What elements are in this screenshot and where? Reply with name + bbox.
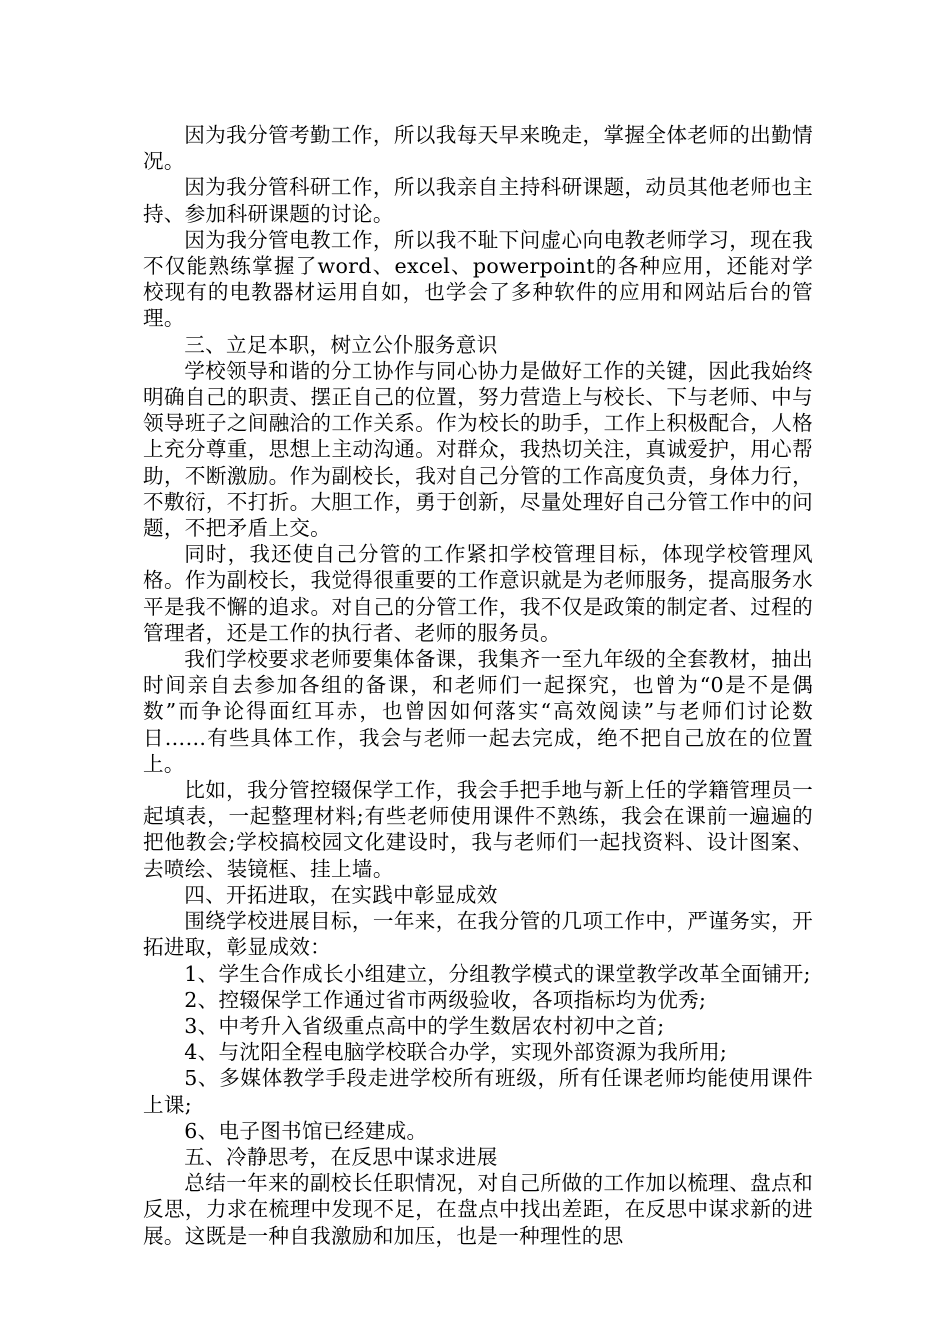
- list-item-4: 4、与沈阳全程电脑学校联合办学，实现外部资源为我所用;: [184, 1040, 728, 1065]
- list-item-2: 2、控辍保学工作通过省市两级验收，各项指标均为优秀;: [184, 987, 707, 1012]
- section-heading-5: 五、冷静思考，在反思中谋求进展: [184, 1144, 498, 1169]
- paragraph-reflection: 总结一年来的副校长任职情况，对自己所做的工作加以梳理、盘点和反思，力求在梳理中发现不足，在盘点中找出差距，在反思中谋求新的进展。这既是一种自我激励和加压，也是一种理性的思: [143, 1171, 813, 1248]
- paragraph-attendance: 因为我分管考勤工作，所以我每天早来晚走，掌握全体老师的出勤情况。: [143, 123, 813, 174]
- list-item-5: 5、多媒体教学手段走进学校所有班级，所有任课老师均能使用课件上课;: [143, 1066, 813, 1117]
- paragraph-lesson-prep: 我们学校要求老师要集体备课，我集齐一至九年级的全套教材，抽出时间亲自去参加各组的备课，和老师们一起探究，也曾为“0是不是偶数”而争论得面红耳赤，也曾因如何落实“高效阅读”与老师们讨论数日……有些具体工作，我会与老师一起去完成，绝不把自己放在的位置上。: [143, 647, 813, 776]
- document-body: [143, 122, 813, 1249]
- section-heading-4: 四、开拓进取，在实践中彰显成效: [184, 882, 498, 907]
- paragraph-results-intro: 围绕学校进展目标，一年来，在我分管的几项工作中，严谨务实，开拓进取，彰显成效：: [143, 909, 813, 960]
- list-item-6: 6、电子图书馆已经建成。: [184, 1118, 428, 1143]
- section-heading-3: 三、立足本职，树立公仆服务意识: [184, 332, 498, 357]
- list-item-1: 1、学生合作成长小组建立，分组教学模式的课堂教学改革全面铺开;: [184, 961, 811, 986]
- paragraph-research: 因为我分管科研工作，所以我亲自主持科研课题，动员其他老师也主持、参加科研课题的讨论。: [143, 175, 813, 226]
- paragraph-leadership: 学校领导和谐的分工协作与同心协力是做好工作的关键，因此我始终明确自己的职责、摆正自己的位置，努力营造上与校长、下与老师、中与领导班子之间融洽的工作关系。作为校长的助手，工作上积极配合，人格上充分尊重，思想上主动沟通。对群众，我热切关注，真诚爱护，用心帮助，不断激励。作为副校长，我对自己分管的工作高度负责，身体力行，不敷衍，不打折。大胆工作，勇于创新，尽量处理好自己分管工作中的问题，不把矛盾上交。: [143, 358, 813, 541]
- list-item-3: 3、中考升入省级重点高中的学生数居农村初中之首;: [184, 1013, 665, 1038]
- paragraph-av-education: 因为我分管电教工作，所以我不耻下问虚心向电教老师学习，现在我不仅能熟练掌握了word、excel、powerpoint的各种应用，还能对学校现有的电教器材运用自如，也学会了多种软件的应用和网站后台的管理。: [143, 227, 813, 331]
- paragraph-example: 比如，我分管控辍保学工作，我会手把手地与新上任的学籍管理员一起填表，一起整理材料;有些老师使用课件不熟练，我会在课前一遍遍的把他教会;学校搞校园文化建设时，我与老师们一起找资料、设计图案、去喷绘、装镜框、挂上墙。: [143, 778, 813, 881]
- paragraph-management: 同时，我还使自己分管的工作紧扣学校管理目标，体现学校管理风格。作为副校长，我觉得很重要的工作意识就是为老师服务，提高服务水平是我不懈的追求。对自己的分管工作，我不仅是政策的制定者、过程的管理者，还是工作的执行者、老师的服务员。: [143, 542, 813, 645]
